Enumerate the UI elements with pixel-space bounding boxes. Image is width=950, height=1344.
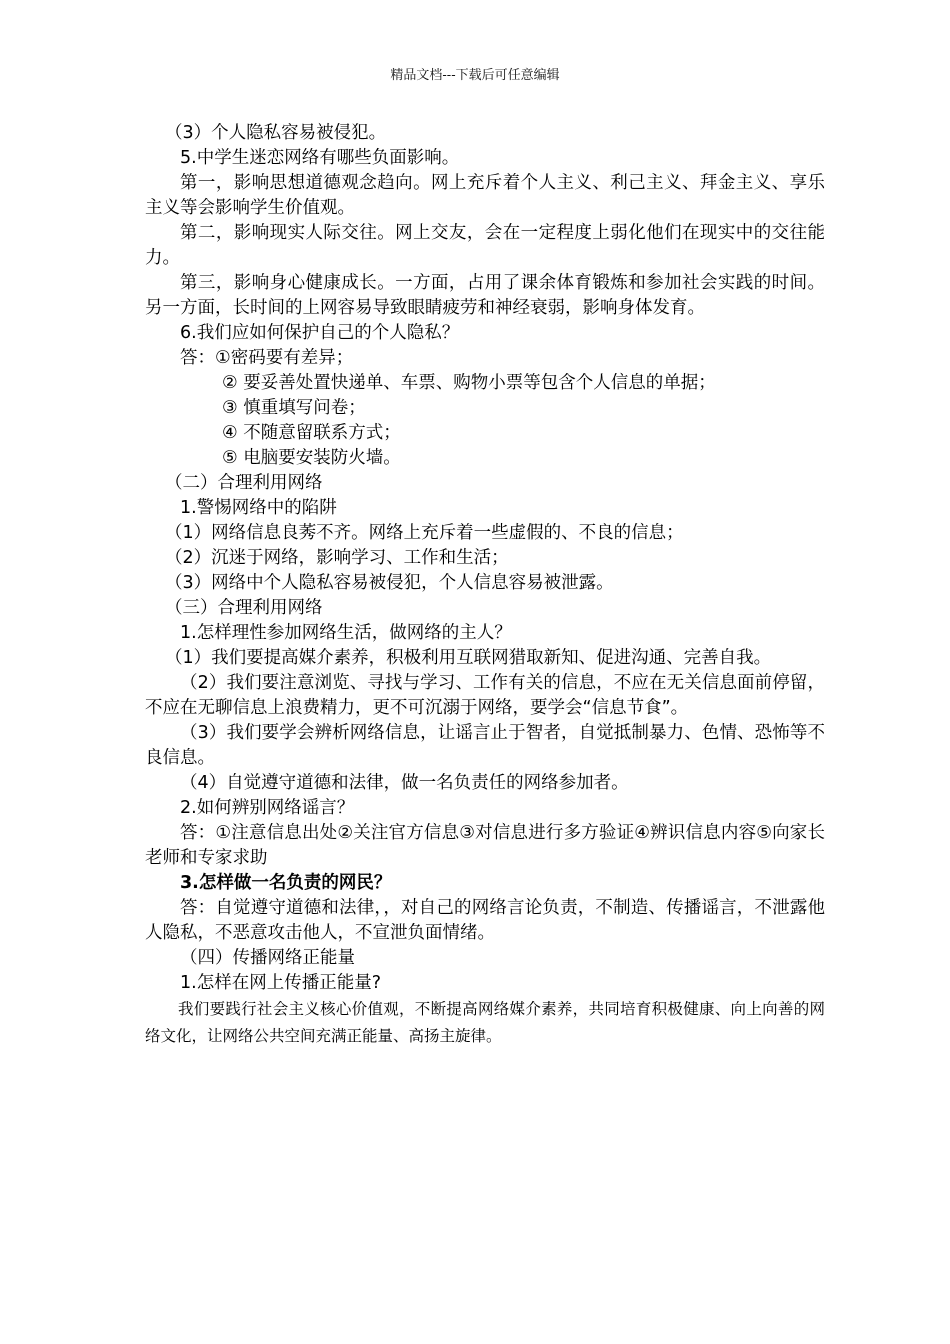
list-item: （2）沉迷于网络，影响学习、工作和生活； [165,548,509,568]
question-heading: 5.中学生迷恋网络有哪些负面影响。 [180,148,460,168]
question-heading: 6.我们应如何保护自己的个人隐私？ [180,323,460,343]
list-item: （3）网络中个人隐私容易被侵犯，个人信息容易被泄露。 [165,573,614,593]
list-item: （2）我们要注意浏览、寻找与学习、工作有关的信息，不应在无关信息面前停留，不应在无聊信息上浪费精力，更不可沉溺于网络，要学会“信息节食”。 [145,673,825,718]
section-heading: （四）传播网络正能量 [180,948,355,968]
paragraph: 我们要践行社会主义核心价值观，不断提高网络媒介素养，共同培育积极健康、向上向善的网络文化，让网络公共空间充满正能量、高扬主旋律。 [145,1000,825,1045]
answer-item: ⑤ 电脑要安装防火墙。 [222,448,401,468]
question-heading: 1.警惕网络中的陷阱 [180,498,337,518]
list-item: （1）我们要提高媒介素养，积极利用互联网猎取新知、促进沟通、完善自我。 [165,648,772,668]
list-item: （3）我们要学会辨析网络信息，让谣言止于智者，自觉抵制暴力、色情、恐怖等不良信息。 [145,723,825,768]
section-heading: （二）合理利用网络 [165,473,323,493]
list-item: （4）自觉遵守道德和法律，做一名负责任的网络参加者。 [180,773,629,793]
page-header: 精品文档---下载后可任意编辑 [390,68,560,83]
question-heading: 1.怎样在网上传播正能量? [180,973,381,993]
question-heading: 1.怎样理性参加网络生活，做网络的主人？ [180,623,512,643]
paragraph: （3）个人隐私容易被侵犯。 [165,123,387,143]
paragraph: 第三，影响身心健康成长。一方面，占用了课余体育锻炼和参加社会实践的时间。另一方面，长时间的上网容易导致眼睛疲劳和神经衰弱，影响身体发育。 [145,273,825,318]
section-heading: （三）合理利用网络 [165,598,323,618]
paragraph: 第一，影响思想道德观念趋向。网上充斥着个人主义、利己主义、拜金主义、享乐主义等会影响学生价值观。 [145,173,825,218]
paragraph: 第二，影响现实人际交往。网上交友，会在一定程度上弱化他们在现实中的交往能力。 [145,223,825,268]
answer-item: ④ 不随意留联系方式； [222,423,401,443]
answer-item: 答：①注意信息出处②关注官方信息③对信息进行多方验证④辨识信息内容⑤向家长老师和专家求助 [145,823,825,868]
answer-item: 答：自觉遵守道德和法律，，对自己的网络言论负责，不制造、传播谣言，不泄露他人隐私，不恶意攻击他人，不宣泄负面情绪。 [145,898,825,943]
list-item: （1）网络信息良莠不齐。网络上充斥着一些虚假的、不良的信息； [165,523,684,543]
answer-item: ③ 慎重填写问卷； [222,398,366,418]
document-body [145,121,825,1050]
question-heading: 3.怎样做一名负责的网民？ [180,873,392,893]
answer-item: 答：①密码要有差异； [180,348,354,368]
answer-item: ② 要妥善处置快递单、车票、购物小票等包含个人信息的单据； [222,373,716,393]
question-heading: 2.如何辨别网络谣言？ [180,798,355,818]
